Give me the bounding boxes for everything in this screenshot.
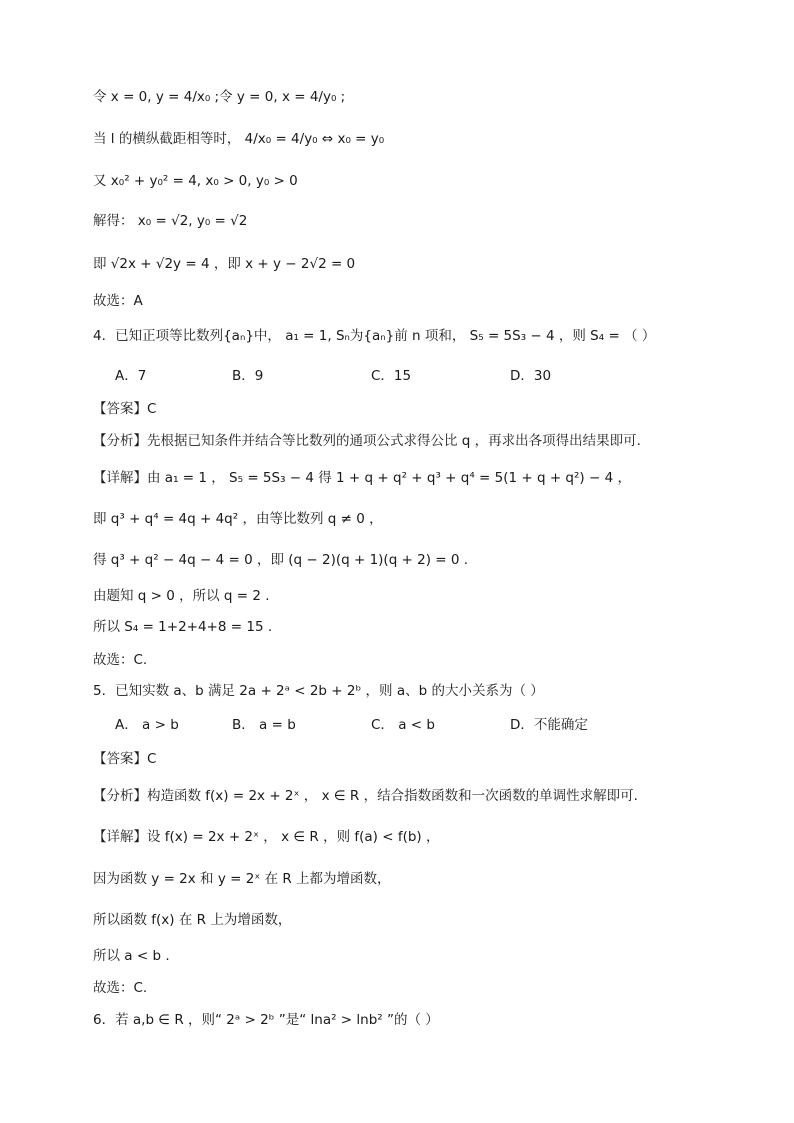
line-1: 令 x = 0, y = 4/x₀ ;令 y = 0, x = 4/y₀ ; (93, 89, 346, 105)
q4-detail: 【详解】由 a₁ = 1 ， S₅ = 5S₃ − 4 得 1 + q + q² + q³ + q⁴ = 5(1 + q + q²) − 4 ， (93, 470, 631, 486)
question-4: 4．已知正项等比数列{aₙ}中， a₁ = 1, Sₙ为{aₙ}前 n 项和， S₅ = 5S₃ − 4 ，则 S₄ = （ ） (93, 328, 656, 344)
q4-option-d: D．30 (510, 368, 552, 384)
q4-option-a: A．7 (115, 368, 147, 384)
q5-option-c: C． a < b (371, 717, 435, 733)
line-6: 故选：A (93, 293, 143, 309)
q5-option-d: D．不能确定 (510, 717, 588, 733)
line-5: 即 √2x + √2y = 4 ，即 x + y − 2√2 = 0 (93, 256, 356, 272)
q4-step-3: 由题知 q > 0 ，所以 q = 2 . (93, 588, 270, 604)
line-2: 当 l 的横纵截距相等时， 4/x₀ = 4/y₀ ⇔ x₀ = y₀ (93, 131, 385, 147)
q5-analysis: 【分析】构造函数 f(x) = 2x + 2ˣ ， x ∈ R ，结合指数函数和一次函数的单调性求解即可. (93, 788, 638, 804)
q4-step-2: 得 q³ + q² − 4q − 4 = 0 ，即 (q − 2)(q + 1)(q + 2) = 0 . (93, 552, 469, 568)
q5-option-a: A． a > b (115, 717, 179, 733)
q5-step-1: 因为函数 y = 2x 和 y = 2ˣ 在 R 上都为增函数， (93, 871, 391, 887)
q4-step-1: 即 q³ + q⁴ = 4q + 4q² ，由等比数列 q ≠ 0 ， (93, 511, 383, 527)
q5-step-3: 所以 a < b . (93, 948, 170, 964)
question-6: 6．若 a,b ∈ R ，则“ 2ᵃ > 2ᵇ ”是“ lna² > lnb² ”的（ ） (93, 1012, 439, 1028)
q5-step-4: 故选：C. (93, 980, 148, 996)
q4-analysis: 【分析】先根据已知条件并结合等比数列的通项公式求得公比 q ，再求出各项得出结果即可. (93, 433, 641, 449)
question-5: 5．已知实数 a、b 满足 2a + 2ᵃ < 2b + 2ᵇ ，则 a、b 的大小关系为（ ） (93, 683, 544, 699)
q5-option-b: B． a = b (232, 717, 296, 733)
q4-option-c: C．15 (371, 368, 412, 384)
line-3: 又 x₀² + y₀² = 4, x₀ > 0, y₀ > 0 (93, 173, 298, 189)
q4-answer: 【答案】C (93, 401, 157, 417)
line-4: 解得： x₀ = √2, y₀ = √2 (93, 213, 248, 229)
q4-option-b: B．9 (232, 368, 264, 384)
q4-step-5: 故选：C. (93, 652, 148, 668)
q4-step-4: 所以 S₄ = 1+2+4+8 = 15 . (93, 619, 273, 635)
q5-detail: 【详解】设 f(x) = 2x + 2ˣ ， x ∈ R ，则 f(a) < f(b) ， (93, 829, 440, 845)
q5-step-2: 所以函数 f(x) 在 R 上为增函数， (93, 912, 292, 928)
q5-answer: 【答案】C (93, 751, 157, 767)
